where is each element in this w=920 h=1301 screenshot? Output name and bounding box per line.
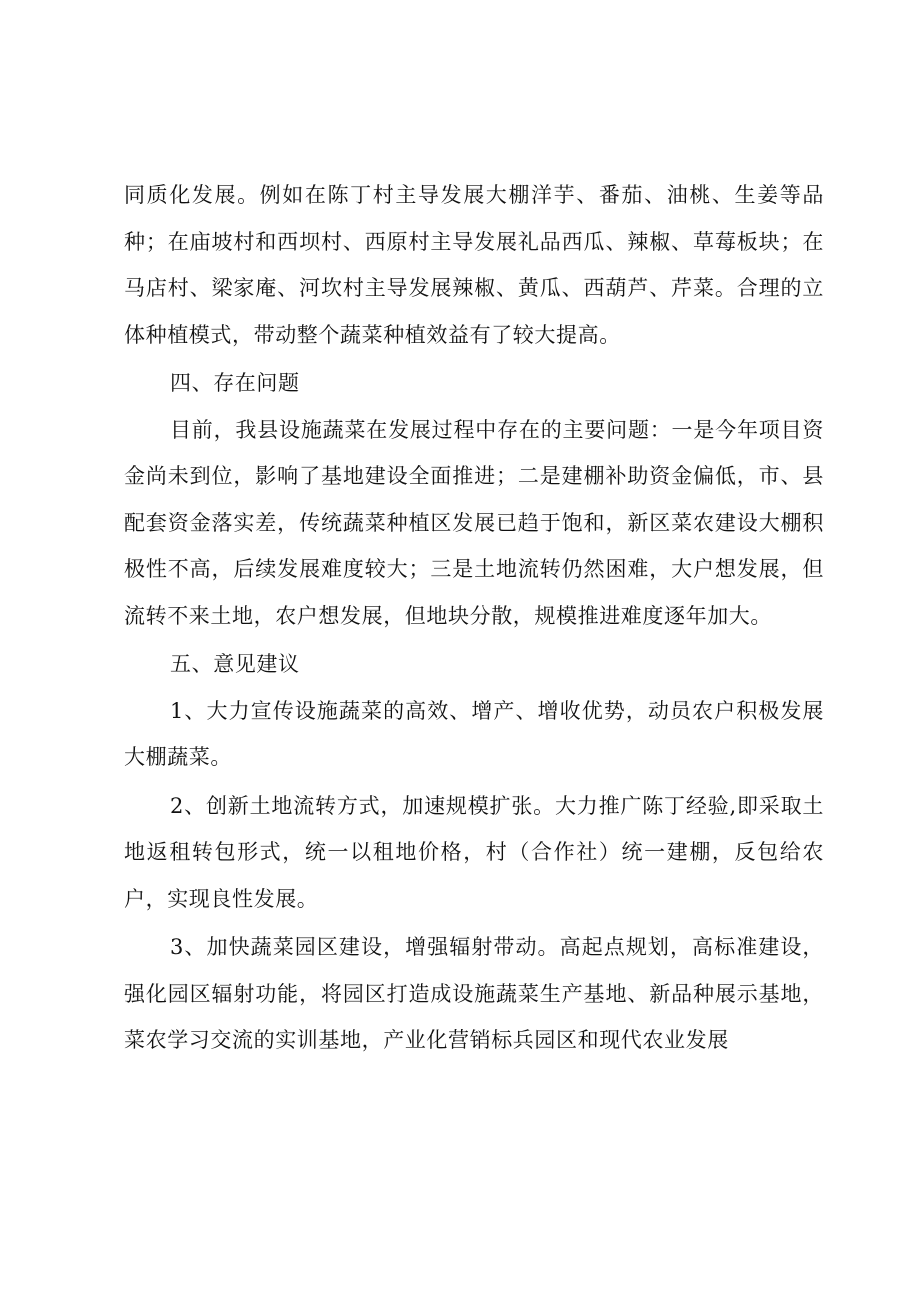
document-body: [124, 172, 824, 1064]
suggestion-item-1: 1、大力宣传设施蔬菜的高效、增产、增收优势，动员农户积极发展大棚蔬菜。: [124, 698, 824, 769]
suggestion-item-2: 2、创新土地流转方式，加速规模扩张。大力推广陈丁经验,即采取土地返租转包形式，统一以租地价格，村（合作社）统一建棚，反包给农户，实现良性发展。: [124, 793, 824, 911]
section-heading-issues: 四、存在问题: [170, 371, 300, 395]
paragraph-issues: 目前，我县设施蔬菜在发展过程中存在的主要问题：一是今年项目资金尚未到位，影响了基地建设全面推进；二是建棚补助资金偏低，市、县配套资金落实差，传统蔬菜种植区发展已趋于饱和，新区菜农建设大棚积极性不高，后续发展难度较大；三是土地流转仍然困难，大户想发展，但流转不来土地，农户想发展，但地块分散，规模推进难度逐年加大。: [124, 417, 824, 628]
suggestion-item-3: 3、加快蔬菜园区建设，增强辐射带动。高起点规划，高标准建设，强化园区辐射功能，将园区打造成设施蔬菜生产基地、新品种展示基地，菜农学习交流的实训基地，产业化营销标兵园区和现代农业发展: [124, 935, 824, 1052]
paragraph-continuation: 同质化发展。例如在陈丁村主导发展大棚洋芋、番茄、油桃、生姜等品种；在庙坡村和西坝村、西原村主导发展礼品西瓜、辣椒、草莓板块；在马店村、梁家庵、河坎村主导发展辣椒、黄瓜、西葫芦、芹菜。合理的立体种植模式，带动整个蔬菜种植效益有了较大提高。: [124, 183, 824, 347]
section-heading-suggestions: 五、意见建议: [170, 652, 300, 676]
